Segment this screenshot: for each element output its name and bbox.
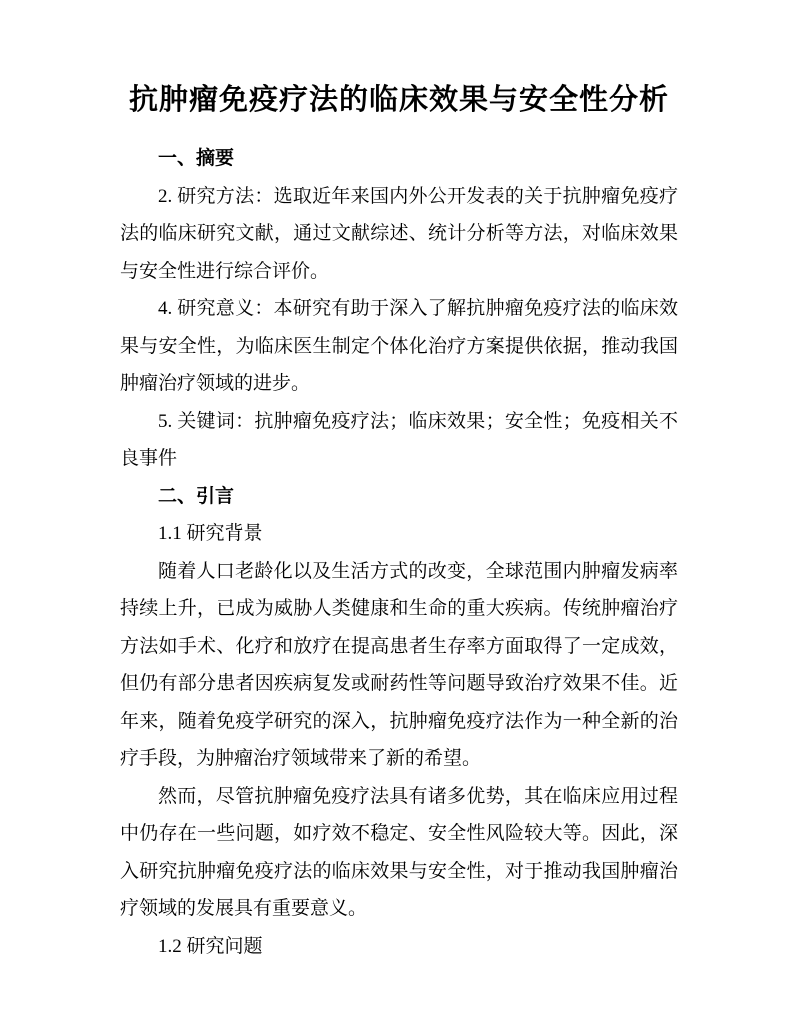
paragraph-keywords: 5. 关键词：抗肿瘤免疫疗法；临床效果；安全性；免疫相关不良事件 — [120, 410, 678, 469]
subsection-heading-research-background: 1.1 研究背景 — [158, 523, 263, 544]
paragraph-background-1: 随着人口老龄化以及生活方式的改变，全球范围内肿瘤发病率持续上升，已成为威胁人类健康和生命的重大疾病。传统肿瘤治疗方法如手术、化疗和放疗在提高患者生存率方面取得了一定成效，但仍有部分患者因疾病复发或耐药性等问题导致治疗效果不佳。近年来，随着免疫学研究的深入，抗肿瘤免疫疗法作为一种全新的治疗手段，为肿瘤治疗领域带来了新的希望。 — [120, 560, 678, 769]
section-heading-introduction: 二、引言 — [158, 485, 235, 507]
paragraph-background-2: 然而，尽管抗肿瘤免疫疗法具有诸多优势，其在临床应用过程中仍存在一些问题，如疗效不稳定、安全性风险较大等。因此，深入研究抗肿瘤免疫疗法的临床效果与安全性，对于推动我国肿瘤治疗领域的发展具有重要意义。 — [120, 785, 678, 919]
document-title: 抗肿瘤免疫疗法的临床效果与安全性分析 — [128, 84, 669, 116]
paragraph-research-significance: 4. 研究意义：本研究有助于深入了解抗肿瘤免疫疗法的临床效果与安全性，为临床医生制定个体化治疗方案提供依据，推动我国肿瘤治疗领域的进步。 — [120, 298, 678, 394]
paragraph-research-methods: 2. 研究方法：选取近年来国内外公开发表的关于抗肿瘤免疫疗法的临床研究文献，通过文献综述、统计分析等方法，对临床效果与安全性进行综合评价。 — [120, 185, 678, 282]
subsection-heading-research-question: 1.2 研究问题 — [158, 935, 263, 957]
section-heading-abstract: 一、摘要 — [158, 148, 235, 169]
